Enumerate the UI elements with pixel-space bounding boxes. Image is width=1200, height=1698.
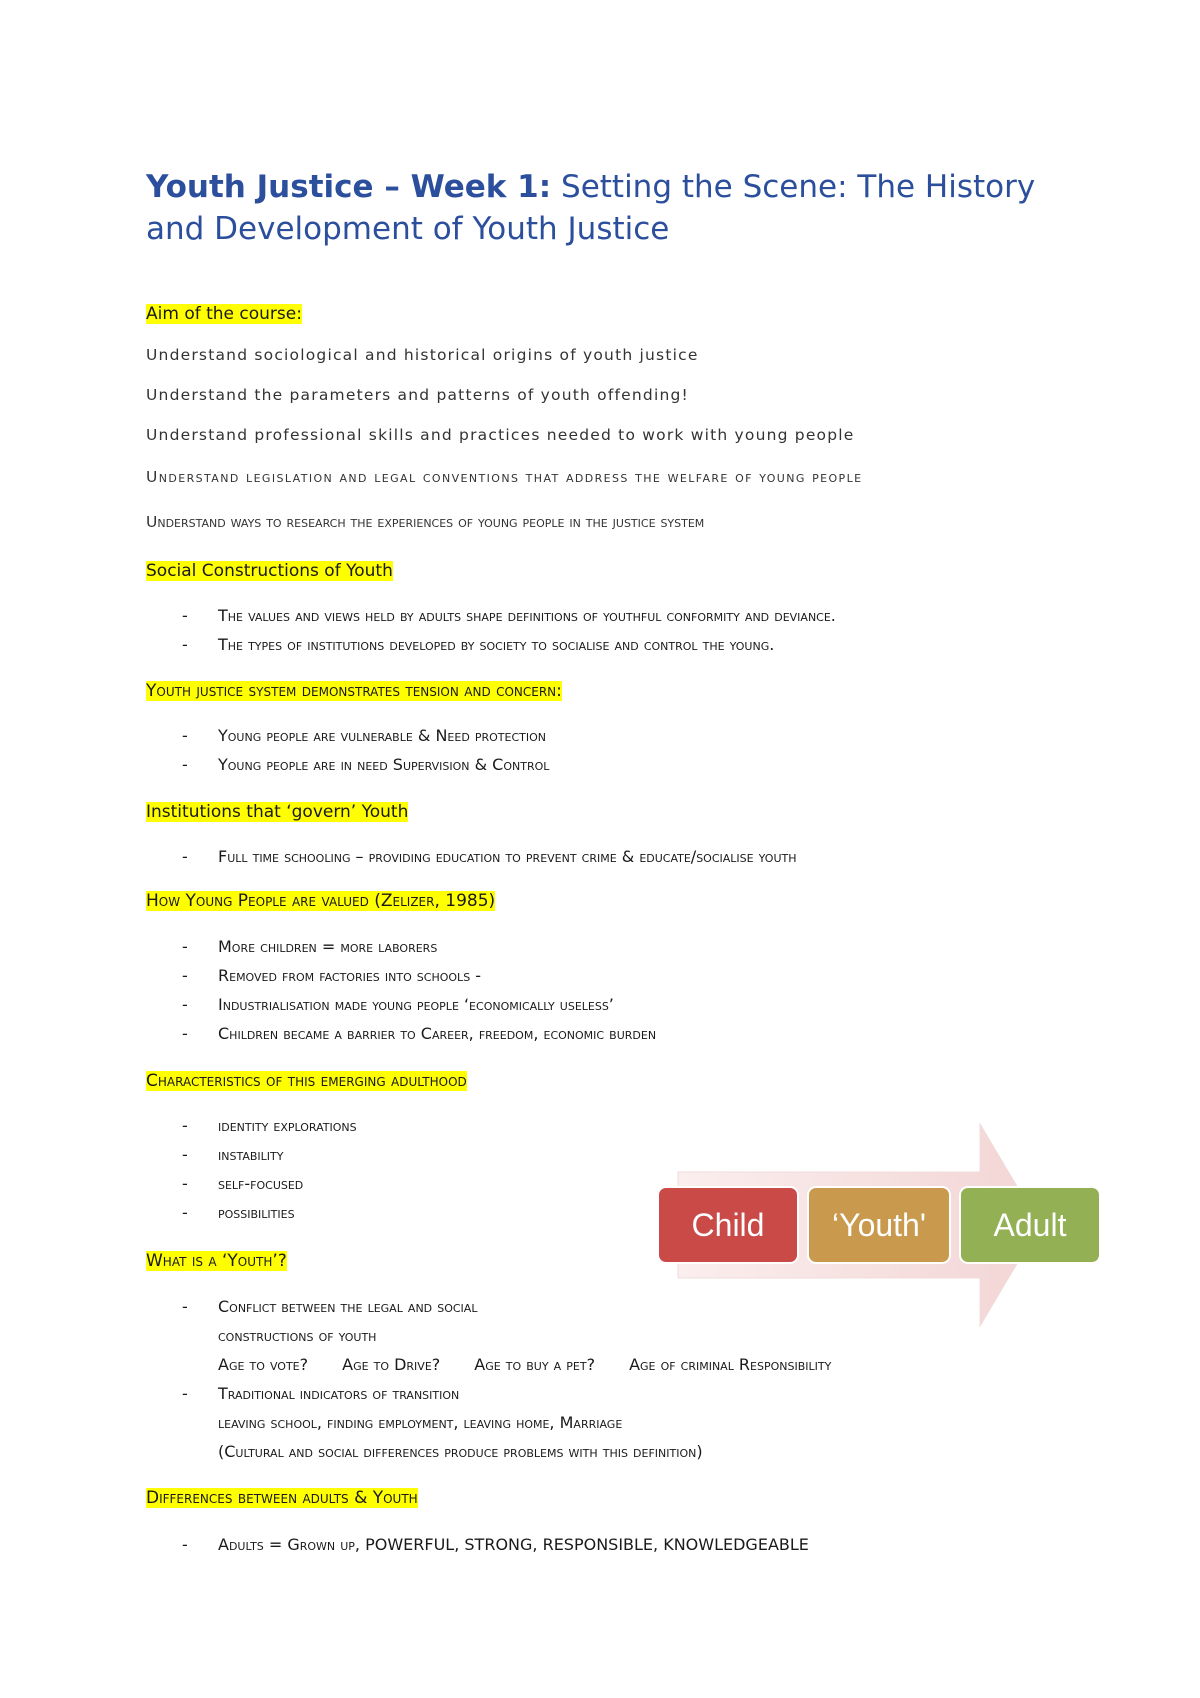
list-item: - Children became a barrier to Career, freedom, economic burden bbox=[146, 1019, 656, 1048]
age-question: Age of criminal Responsibility bbox=[629, 1355, 832, 1374]
title-rest: Setting the Scene: The History and Development of Youth Justice bbox=[146, 169, 1036, 247]
list-item: - identity explorations bbox=[146, 1111, 357, 1140]
valued-heading: How Young People are valued (Zelizer, 1985) bbox=[146, 891, 496, 911]
social-list bbox=[146, 601, 836, 659]
list-item: - Conflict between the legal and social bbox=[146, 1292, 477, 1321]
list-item: - self-focused bbox=[146, 1169, 357, 1198]
differences-list bbox=[146, 1530, 809, 1559]
list-item: - Young people are in need Supervision & Control bbox=[146, 750, 549, 779]
list-item: - Full time schooling – providing education to prevent crime & educate/socialise youth bbox=[146, 842, 797, 871]
stage-adult-label: Adult bbox=[993, 1207, 1067, 1243]
aim-item: Understand legislation and legal conventions that address the welfare of young people bbox=[146, 468, 863, 486]
age-question: Age to vote? bbox=[218, 1355, 309, 1374]
stage-youth-label: ‘Youth' bbox=[832, 1207, 926, 1243]
aim-heading: Aim of the course: bbox=[146, 304, 302, 324]
list-item: - Young people are vulnerable & Need protection bbox=[146, 721, 549, 750]
valued-list bbox=[146, 932, 656, 1048]
emerging-heading: Characteristics of this emerging adulthood bbox=[146, 1071, 467, 1091]
list-item: - Traditional indicators of transition bbox=[146, 1379, 459, 1408]
title-bold: Youth Justice – Week 1: bbox=[146, 169, 552, 205]
social-heading: Social Constructions of Youth bbox=[146, 561, 393, 581]
list-item-continuation: (Cultural and social differences produce problems with this definition) bbox=[218, 1442, 703, 1461]
list-item: - Adults = Grown up, POWERFUL, STRONG, RESPONSIBLE, KNOWLEDGEABLE bbox=[146, 1530, 809, 1559]
what-youth-heading: What is a ‘Youth’? bbox=[146, 1251, 287, 1271]
stage-adult bbox=[960, 1187, 1100, 1263]
list-item: - Industrialisation made young people ‘economically useless’ bbox=[146, 990, 656, 1019]
list-item: - More children = more laborers bbox=[146, 932, 656, 961]
stage-child bbox=[658, 1187, 798, 1263]
aim-item: Understand sociological and historical origins of youth justice bbox=[146, 346, 699, 364]
list-item: - Removed from factories into schools - bbox=[146, 961, 656, 990]
what-youth-list bbox=[146, 1292, 477, 1321]
transition-list bbox=[146, 1379, 459, 1408]
aim-item: Understand the parameters and patterns of youth offending! bbox=[146, 386, 689, 404]
document-title bbox=[146, 166, 1046, 250]
list-item: - possibilities bbox=[146, 1198, 357, 1227]
list-item-continuation: constructions of youth bbox=[218, 1326, 377, 1345]
list-item: - instability bbox=[146, 1140, 357, 1169]
tension-heading: Youth justice system demonstrates tension and concern: bbox=[146, 681, 562, 701]
stage-child-label: Child bbox=[691, 1207, 765, 1243]
list-item: - The values and views held by adults shape definitions of youthful conformity and deviance. bbox=[146, 601, 836, 630]
institutions-list bbox=[146, 842, 797, 871]
stage-youth bbox=[808, 1187, 950, 1263]
transition-continuation bbox=[146, 1408, 703, 1466]
emerging-list bbox=[146, 1111, 357, 1227]
age-questions bbox=[146, 1350, 865, 1379]
list-item: - The types of institutions developed by society to socialise and control the young. bbox=[146, 630, 836, 659]
age-question: Age to Drive? bbox=[342, 1355, 441, 1374]
aim-item: Understand ways to research the experiences of young people in the justice system bbox=[146, 513, 705, 531]
age-question: Age to buy a pet? bbox=[474, 1355, 596, 1374]
differences-heading: Differences between adults & Youth bbox=[146, 1488, 418, 1508]
aim-item: Understand professional skills and practices needed to work with young people bbox=[146, 426, 855, 444]
tension-list bbox=[146, 721, 549, 779]
child-youth-adult-diagram bbox=[648, 1112, 1118, 1338]
institutions-heading: Institutions that ‘govern’ Youth bbox=[146, 802, 409, 822]
list-item-continuation: leaving school, finding employment, leaving home, Marriage bbox=[218, 1413, 623, 1432]
